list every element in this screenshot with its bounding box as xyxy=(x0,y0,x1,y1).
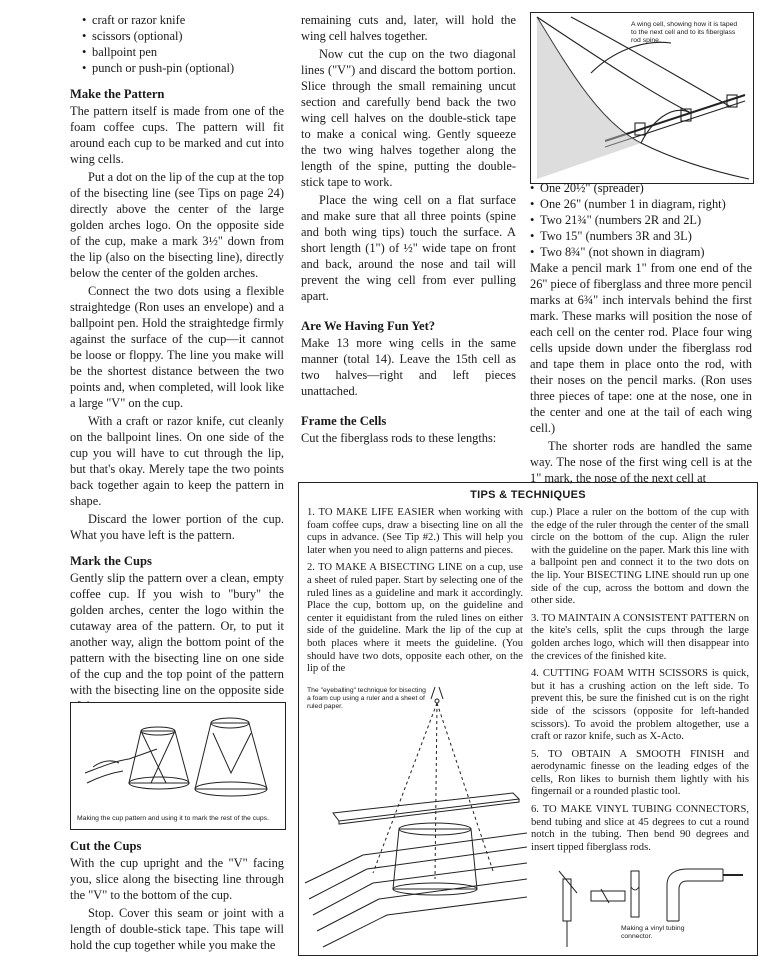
list-item: • craft or razor knife xyxy=(82,12,284,28)
wing-figure-caption: A wing cell, showing how it is taped to the next cell and to its fiberglass rod spine. xyxy=(631,21,738,44)
paragraph: Make 13 more wing cells in the same manner (total 14). Leave the 15th cell as two halves—right and left pieces unattached. xyxy=(301,336,516,398)
cup-figure-caption: Making the cup pattern and using it to mark the rest of the cups. xyxy=(77,815,269,822)
paragraph: The pattern itself is made from one of the foam coffee cups. The pattern will fit around each cup to be marked and cut into wing cells. xyxy=(70,104,284,166)
tip-4: 4. CUTTING FOAM WITH SCISSORS is quick, but it has a crushing action on the left side. To prevent this, be sure the finished cut is on the right side of the scissors (opposite for left-handed scissors). To avoid the problem altogether, use a craft or razor knife, such as X-Acto. xyxy=(531,668,749,743)
rod-lengths-list xyxy=(530,180,752,260)
cup-pattern-figure xyxy=(70,702,286,830)
paragraph: With a craft or razor knife, cut cleanly on the ballpoint lines. On one side of the cup you will have to cut through the lip, but that's okay. Merely tape the two points back together again to keep the pattern in shape. xyxy=(70,414,284,508)
list-item: • Two 15" (numbers 3R and 3L) xyxy=(530,228,752,244)
tip-3: 3. TO MAINTAIN A CONSISTENT PATTERN on the kite's cells, split the cups through the large golden arches logo, which will then disappear into the crevices of the finished kite. xyxy=(531,612,749,662)
tip-5: 5. TO OBTAIN A SMOOTH FINISH and aerodynamic finesse on the leading edges of the cells, Ron likes to burnish them lightly with his fingernail or a rounded plastic tool. xyxy=(531,748,749,798)
paragraph: With the cup upright and the "V" facing you, slice along the bisecting line through the "V" to the bottom of the cup. xyxy=(70,856,284,902)
bisecting-figure xyxy=(303,683,527,951)
tip-1: 1. TO MAKE LIFE EASIER when working with foam coffee cups, draw a bisecting line on all the cups in advance. (See Tip #2.) This will help you later when you need to align patterns and pieces. xyxy=(307,507,523,556)
heading-mark-cups: Mark the Cups xyxy=(70,554,152,568)
heading-having-fun: Are We Having Fun Yet? xyxy=(301,319,436,333)
paragraph: Cut the fiberglass rods to these lengths: xyxy=(301,431,497,445)
tip-6: 6. TO MAKE VINYL TUBING CONNECTORS, bend tubing and slice at 45 degrees to cut a round notch in the tubing. Then bend 90 degrees and insert tipped fiberglass rods. xyxy=(531,804,749,853)
materials-list xyxy=(70,12,284,76)
paragraph: Put a dot on the lip of the cup at the top of the bisecting line (see Tips on page 24) directly above the center of the large golden arches logo. On the opposite side of the cup, make a mark 3½" down from the lip (also on the bisecting line), directly below the center of the golden arches. xyxy=(70,170,284,280)
connector-figure-caption: Making a vinyl tubing connector. xyxy=(621,925,685,940)
tips-title: TIPS & TECHNIQUES xyxy=(470,489,586,501)
tip-2: 2. TO MAKE A BISECTING LINE on a cup, use a sheet of ruled paper. Start by selecting one of the ruled lines as a guideline and mark it accordingly. Place the cup, bottom up, on the guideline and center it equidistant from the ruled lines on either side of the guideline. Mark the lip of the cup at both places where it meets the guideline. (You should have two dots, opposite each other, on the lip of the xyxy=(307,562,523,675)
column-2 xyxy=(301,12,516,448)
list-item: • punch or push-pin (optional) xyxy=(82,60,284,76)
list-item: • Two 21¾" (numbers 2R and 2L) xyxy=(530,212,752,228)
heading-cut-cups: Cut the Cups xyxy=(70,839,142,853)
heading-make-pattern: Make the Pattern xyxy=(70,87,165,101)
heading-frame-cells: Frame the Cells xyxy=(301,414,387,428)
paragraph: remaining cuts and, later, will hold the wing cell halves together. xyxy=(301,13,516,43)
column-1-bottom xyxy=(70,838,284,955)
tips-column-1 xyxy=(307,507,523,681)
paragraph: Discard the lower portion of the cup. What you have left is the pattern. xyxy=(70,512,284,542)
tips-techniques-box xyxy=(298,482,758,956)
tips-column-2 xyxy=(531,507,749,859)
paragraph: Now cut the cup on the two diagonal lines ("V") and discard the bottom portion. Slice through the small remaining uncut section and carefully bend back the two wing cell halves on the double-stick tape to make a conical wing. Gently squeeze the two wing halves together along the length of the spine, putting the double-stick tape to work. xyxy=(301,47,516,189)
column-1 xyxy=(70,12,284,766)
list-item: • Two 8¾" (not shown in diagram) xyxy=(530,244,752,260)
connector-figure xyxy=(537,861,749,951)
bisecting-figure-caption: The "eyeballing" technique for bisecting a foam cup using a ruler and a sheet of ruled paper. xyxy=(307,687,426,710)
cup-pattern-illustration xyxy=(71,703,285,829)
paragraph: Place the wing cell on a flat surface and make sure that all three points (spine and both wing tips) touch the surface. A short length (1") of ½" wide tape on front and back, around the nose and tail will prevent the wing cell from ever pulling apart. xyxy=(301,193,516,303)
list-item: • One 26" (number 1 in diagram, right) xyxy=(530,196,752,212)
list-item: • One 20½" (spreader) xyxy=(530,180,752,196)
paragraph: Connect the two dots using a flexible straightedge (Ron uses an envelope) and a ballpoint pen. Hold the straightedge firmly against the surface of the cup—it cannot be loose or floppy. The line you make will be the shortest distance between the two points and, when completed, will look like a large "V" on the cup. xyxy=(70,284,284,410)
tip-2-continued: cup.) Place a ruler on the bottom of the cup with the edge of the ruler through the center of the small circle on the bottom of the cup. Align the ruler with the guideline on the paper. Mark this line with a ballpoint pen and connect it to the two dots on the lip. Your BISECTING LINE should run up one side of the cup, across the bottom and down the other side. xyxy=(531,507,749,607)
paragraph: Stop. Cover this seam or joint with a length of double-stick tape. This tape will hold the cup together while you make the xyxy=(70,906,284,952)
paragraph: The shorter rods are handled the same way. The nose of the first wing cell is at the 1" mark, the nose of the next cell at xyxy=(530,439,752,485)
list-item: • ballpoint pen xyxy=(82,44,284,60)
paragraph: Make a pencil mark 1" from one end of the 26" piece of fiberglass and three more pencil marks at 6¾" inch intervals behind the first mark. These marks will position the nose of each cell on the center rod. Place four wing cells upside down under the fiberglass rod and tape them in place onto the rod, with their noses on the pencil marks. (Ron uses three pieces of tape: one at the nose, one in the center and one at the tail of each wing cell.) xyxy=(530,261,752,435)
paragraph: Gently slip the pattern over a clean, empty coffee cup. If you wish to "bury" the golden arches, center the logo within the cutaway area of the pattern. Or, to put it another way, align the bottom point of the pattern with the bisecting line on one side of the cup and the top point of the pattern with the bisecting line on the opposite side xyxy=(70,571,284,697)
wing-cell-figure xyxy=(530,12,754,184)
list-item: • scissors (optional) xyxy=(82,28,284,44)
bisecting-illustration xyxy=(303,683,527,951)
column-3 xyxy=(530,180,752,488)
